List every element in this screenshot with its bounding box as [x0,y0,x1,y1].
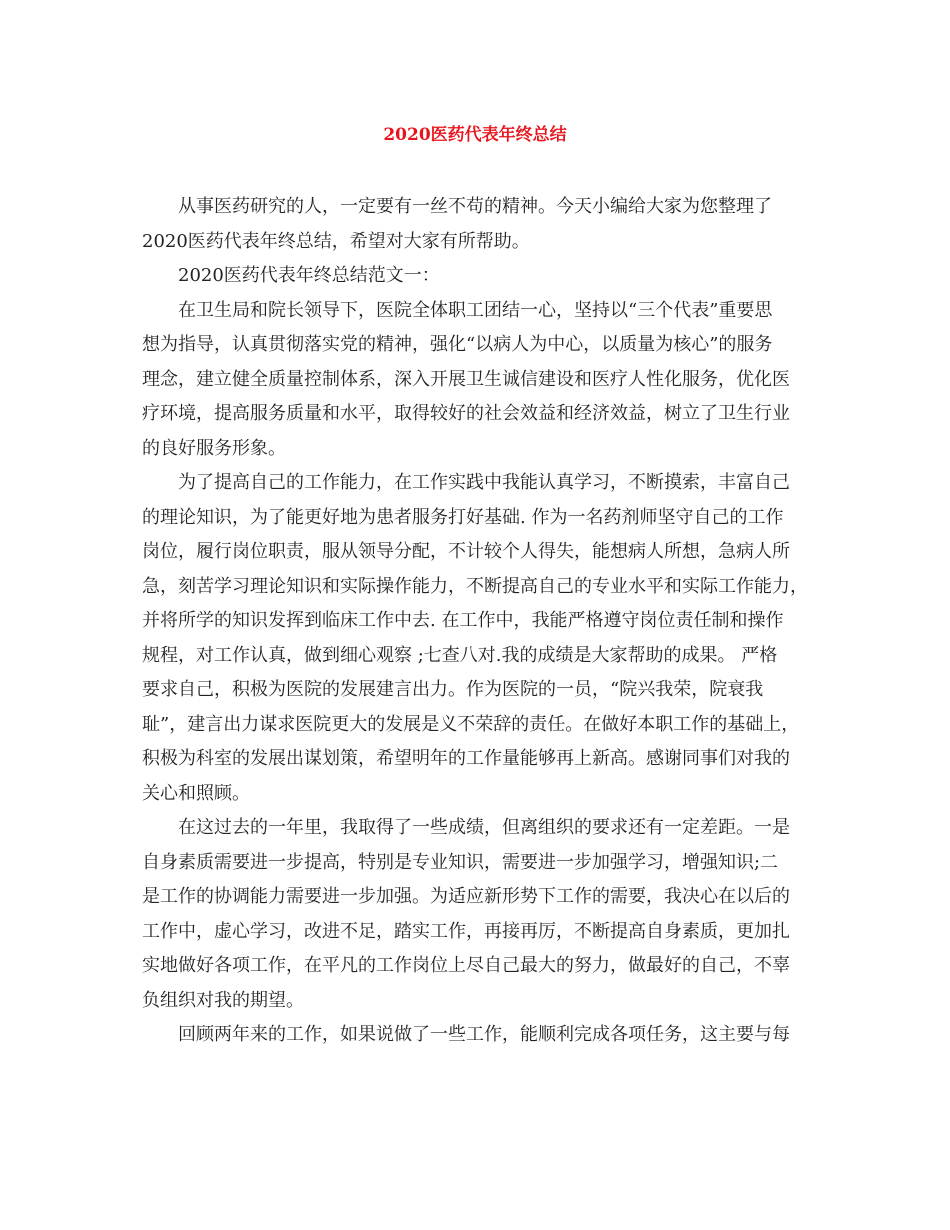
document-title: 2020医药代表年终总结 [383,125,567,145]
text-line: 实地做好各项工作，在平凡的工作岗位上尽自己最大的努力，做最好的自己，不辜 [142,955,790,976]
text-line: 从事医药研究的人，一定要有一丝不苟的精神。今天小编给大家为您整理了 [178,196,772,217]
document-body [142,190,822,1053]
text-line: 疗环境，提高服务质量和水平，取得较好的社会效益和经济效益，树立了卫生行业 [142,403,790,424]
text-line: 岗位，履行岗位职责，服从领导分配，不计较个人得失，能想病人所想，急病人所 [142,541,790,562]
text-line: 的理论知识，为了能更好地为患者服务打好基础. 作为一名药剂师坚守自己的工作 [142,506,784,528]
text-line: 在卫生局和院长领导下，医院全体职工团结一心，坚持以“三个代表”重要思 [178,299,773,321]
text-line: 理念，建立健全质量控制体系，深入开展卫生诚信建设和医疗人性化服务，优化医 [142,368,790,390]
text-line: 2020医药代表年终总结范文一： [178,265,440,286]
text-line: 2020医药代表年终总结，希望对大家有所帮助。 [142,230,530,252]
text-line: 急，刻苦学习理论知识和实际操作能力，不断提高自己的专业水平和实际工作能力， [142,575,808,597]
text-line: 的良好服务形象。 [142,437,286,459]
text-line: 自身素质需要进一步提高，特别是专业知识，需要进一步加强学习，增强知识;二 [142,851,779,873]
text-line: 并将所学的知识发挥到临床工作中去. 在工作中，我能严格遵守岗位责任制和操作 [142,610,784,631]
text-line: 规程，对工作认真，做到细心观察 ;七查八对.我的成绩是大家帮助的成果。 严格 [142,644,778,666]
text-line: 想为指导，认真贯彻落实党的精神，强化“以病人为中心，以质量为核心”的服务 [142,334,773,355]
text-line: 积极为科室的发展出谋划策，希望明年的工作量能够再上新高。感谢同事们对我的 [142,748,790,769]
text-line: 回顾两年来的工作，如果说做了一些工作，能顺利完成各项任务，这主要与每 [178,1024,790,1045]
text-line: 要求自己，积极为医院的发展建言出力。作为医院的一员，“院兴我荣，院衰我 [142,679,764,700]
text-line: 耻”，建言出力谋求医院更大的发展是义不荣辞的责任。在做好本职工作的基础上， [142,713,800,735]
text-line: 关心和照顾。 [142,782,250,804]
text-line: 负组织对我的期望。 [142,989,304,1011]
text-line: 工作中，虚心学习，改进不足，踏实工作，再接再厉，不断提高自身素质，更加扎 [142,920,790,942]
text-line: 是工作的协调能力需要进一步加强。为适应新形势下工作的需要，我决心在以后的 [142,886,790,907]
text-line: 为了提高自己的工作能力，在工作实践中我能认真学习，不断摸索，丰富自己 [178,472,790,493]
text-line: 在这过去的一年里，我取得了一些成绩，但离组织的要求还有一定差距。一是 [178,817,790,838]
